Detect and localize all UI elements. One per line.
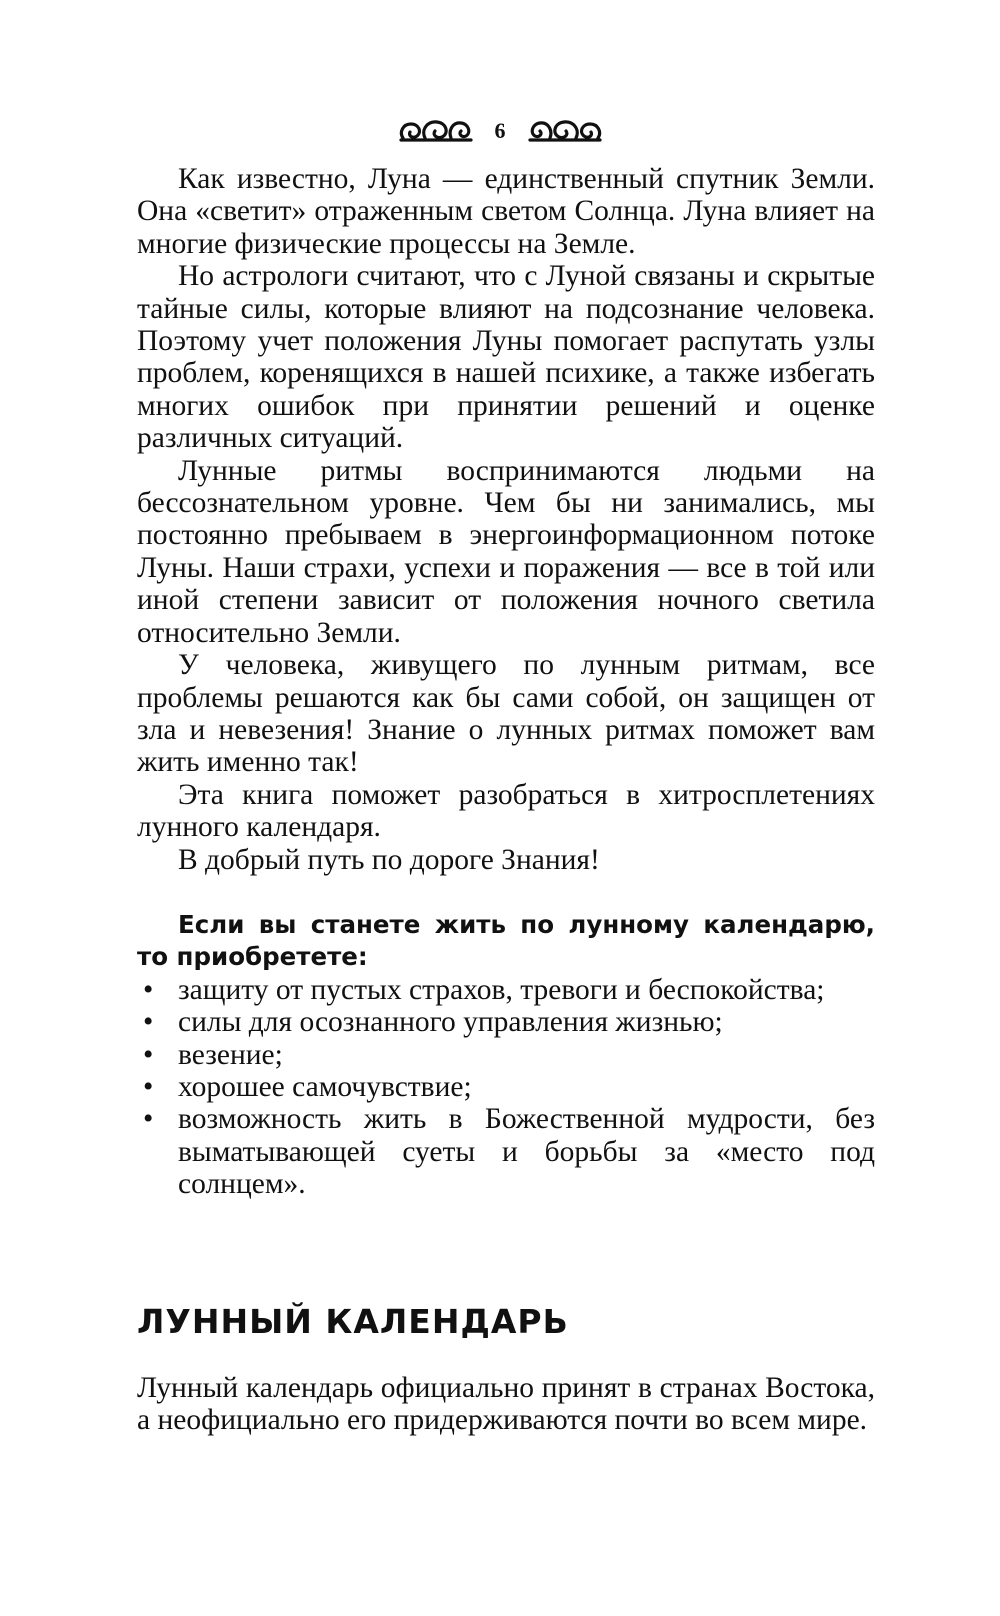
paragraph-5: Эта книга поможет разобраться в хитросплетениях лунного календаря. [137, 778, 875, 844]
section-title: ЛУННЫЙ КАЛЕНДАРЬ [137, 1302, 569, 1341]
list-item: • везение; [143, 1038, 283, 1071]
bullet-icon: • [143, 973, 154, 1006]
bullet-icon: • [143, 1103, 154, 1136]
main-text [137, 163, 875, 1201]
bullet-icon: • [143, 1070, 154, 1103]
section-paragraph: Лунный календарь официально принят в странах Востока, а неофициально его придерживаются почти во всем мире. [137, 1372, 875, 1437]
right-swirl-ornament-icon [526, 112, 606, 148]
list-item: • возможность жить в Божественной мудрости, без выматывающей суеты и борьбы за «место под солнцем». [143, 1103, 875, 1201]
list-item: • хорошее самочувствие; [143, 1070, 472, 1103]
left-swirl-ornament-icon [395, 112, 475, 148]
bullet-icon: • [143, 1038, 154, 1071]
paragraph-3: Лунные ритмы воспринимаются людьми на бессознательном уровне. Чем бы ни занимались, мы постоянно пребываем в энергоинформационном потоке Луны. Наши страхи, успехи и поражения — все в той или иной степени зависит от положения ночного светила относительно Земли. [137, 454, 875, 649]
page-number: 6 [494, 118, 506, 143]
page-header [0, 108, 1000, 152]
benefits-lead: Если вы станете жить по лунному календарю, то приобретете: [137, 909, 875, 972]
paragraph-1: Как известно, Луна — единственный спутник Земли. Она «светит» отраженным светом Солнца. Луна влияет на многие физические процессы на Земле. [137, 163, 875, 260]
list-item: • защиту от пустых страхов, тревоги и беспокойства; [143, 973, 825, 1006]
paragraph-2: Но астрологи считают, что с Луной связаны и скрытые тайные силы, которые влияют на подсознание человека. Поэтому учет положения Луны помогает распутать узлы проблем, коренящихся в нашей психике, а также избегать многих ошибок при принятии решений и оценке различных ситуаций. [137, 260, 875, 455]
paragraph-6: В добрый путь по дороге Знания! [178, 843, 600, 876]
list-item: • силы для осознанного управления жизнью; [143, 1006, 723, 1039]
bullet-icon: • [143, 1006, 154, 1039]
paragraph-4: У человека, живущего по лунным ритмам, все проблемы решаются как бы сами собой, он защищен от зла и невезения! Знание о лунных ритмах поможет вам жить именно так! [137, 649, 875, 779]
benefits-list [137, 974, 875, 1201]
